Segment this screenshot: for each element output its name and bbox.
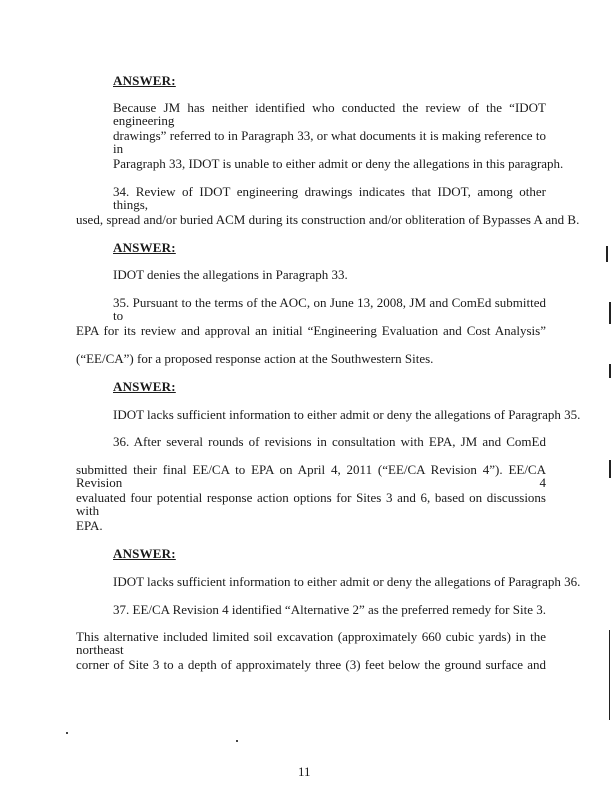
answer-heading: ANSWER: [113,379,176,394]
answer-heading: ANSWER: [113,73,176,88]
paragraph-35-first-line: 35. Pursuant to the terms of the AOC, on June 13, 2008, JM and ComEd submitted to [113,295,546,323]
scan-mark [609,460,611,478]
body-line: This alternative included limited soil excavation (approximately 660 cubic yards) in the northeast [76,629,546,657]
paragraph-34-first-line: 34. Review of IDOT engineering drawings indicates that IDOT, among other things, [113,184,546,212]
paragraph-37-first-line: 37. EE/CA Revision 4 identified “Alternative 2” as the preferred remedy for Site 3. [113,602,546,617]
answer-heading: ANSWER: [113,240,176,255]
scan-mark [609,302,611,324]
page-number: 11 [298,764,311,779]
body-line: EPA for its review and approval an initial “Engineering Evaluation and Cost Analysis” [76,323,546,338]
body-line: Paragraph 33, IDOT is unable to either admit or deny the allegations in this paragraph. [113,156,564,171]
scan-speck [66,732,68,734]
paragraph-36-first-line: 36. After several rounds of revisions in consultation with EPA, JM and ComEd [113,434,546,449]
body-line: submitted their final EE/CA to EPA on April 4, 2011 (“EE/CA Revision 4”). EE/CA Revision 4 [76,462,546,490]
answer-text: IDOT lacks sufficient information to either admit or deny the allegations of Paragraph 36. [113,574,581,589]
scan-speck [236,740,238,742]
body-line: (“EE/CA”) for a proposed response action at the Southwestern Sites. [76,351,434,366]
scan-mark [609,630,610,720]
answer-text: IDOT lacks sufficient information to either admit or deny the allegations of Paragraph 35. [113,407,581,422]
body-line: drawings” referred to in Paragraph 33, or what documents it is making reference to in [113,128,546,156]
body-line: EPA. [76,518,103,533]
scan-mark [606,246,608,262]
body-line: Because JM has neither identified who conducted the review of the “IDOT engineering [113,100,546,128]
answer-text: IDOT denies the allegations in Paragraph 33. [113,267,348,282]
body-line: corner of Site 3 to a depth of approximately three (3) feet below the ground surface and [76,657,546,672]
answer-heading: ANSWER: [113,546,176,561]
body-line: used, spread and/or buried ACM during its construction and/or obliteration of Bypasses A and B. [76,212,580,227]
scan-mark [609,364,611,378]
body-line: evaluated four potential response action options for Sites 3 and 6, based on discussions with [76,490,546,518]
